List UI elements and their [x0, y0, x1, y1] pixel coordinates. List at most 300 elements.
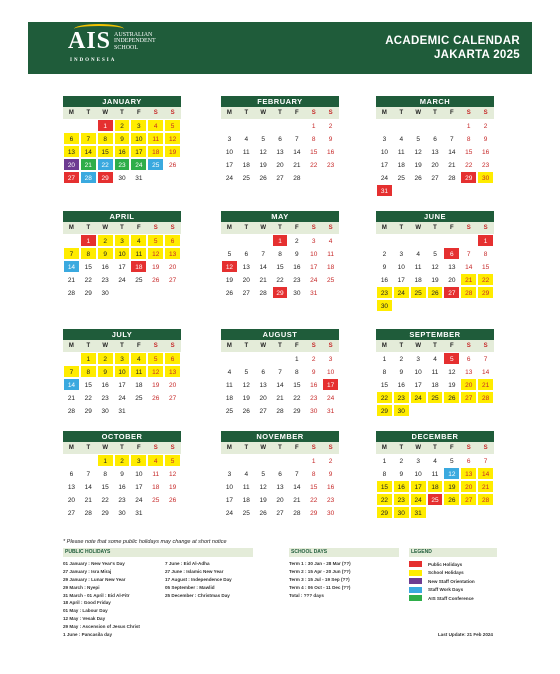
day-cell: 26	[443, 391, 460, 404]
weekday-header: S	[164, 442, 181, 454]
day-cell: 24	[376, 171, 393, 184]
day-cell: 19	[443, 378, 460, 391]
day-cell: 29	[97, 171, 114, 184]
weekday-header: T	[114, 340, 131, 352]
day-cell: 18	[130, 378, 147, 391]
day-cell: 26	[147, 273, 164, 286]
day-cell: 11	[238, 145, 255, 158]
public-holiday-item: 29 January : Lunar New Year	[63, 576, 126, 582]
day-cell: 26	[255, 171, 272, 184]
weekday-header: S	[460, 107, 477, 119]
day-cell: 17	[221, 158, 238, 171]
day-cell: 15	[97, 145, 114, 158]
weekday-header: S	[147, 222, 164, 234]
month-august	[221, 329, 339, 417]
weekday-header: T	[80, 107, 97, 119]
weekday-header: F	[288, 340, 305, 352]
empty-cell	[272, 119, 289, 132]
empty-cell	[255, 119, 272, 132]
weekday-header: S	[460, 340, 477, 352]
weekday-header: M	[221, 222, 238, 234]
public-holiday-item: 31 March - 01 April : Eid Al-Fitr	[63, 592, 130, 598]
public-holiday-item: 7 June : Eid Al-Adha	[165, 561, 210, 566]
day-cell: 28	[460, 286, 477, 299]
weekday-header: M	[221, 107, 238, 119]
day-cell: 28	[63, 286, 80, 299]
day-cell: 16	[288, 260, 305, 273]
day-cell: 20	[63, 158, 80, 171]
day-cell: 7	[477, 454, 494, 467]
day-cell: 3	[130, 119, 147, 132]
weekday-header: T	[427, 107, 444, 119]
day-cell: 29	[97, 506, 114, 519]
weekday-header: T	[393, 222, 410, 234]
day-cell: 31	[130, 171, 147, 184]
day-cell: 18	[238, 158, 255, 171]
public-holidays-section	[63, 548, 253, 639]
day-cell: 19	[255, 158, 272, 171]
day-cell: 14	[288, 480, 305, 493]
day-cell: 28	[477, 493, 494, 506]
day-cell: 22	[305, 493, 322, 506]
day-cell: 6	[460, 454, 477, 467]
day-cell: 21	[80, 493, 97, 506]
empty-cell	[376, 119, 393, 132]
day-cell: 4	[238, 467, 255, 480]
day-cell: 11	[410, 260, 427, 273]
day-cell: 17	[376, 158, 393, 171]
day-cell: 10	[410, 365, 427, 378]
day-cell: 10	[130, 467, 147, 480]
day-cell: 9	[322, 467, 339, 480]
month-april	[63, 211, 181, 299]
day-cell: 5	[147, 352, 164, 365]
month-december	[376, 431, 494, 519]
day-cell: 28	[63, 404, 80, 417]
day-cell: 11	[221, 378, 238, 391]
day-cell: 30	[114, 171, 131, 184]
day-cell: 24	[410, 493, 427, 506]
weekday-header: W	[255, 340, 272, 352]
day-cell: 24	[221, 506, 238, 519]
day-cell: 27	[164, 273, 181, 286]
day-cell: 21	[255, 273, 272, 286]
day-cell: 21	[460, 273, 477, 286]
month-grid	[221, 340, 339, 417]
day-cell: 24	[305, 273, 322, 286]
day-cell: 13	[255, 378, 272, 391]
month-title: JULY	[63, 329, 181, 340]
empty-cell	[443, 119, 460, 132]
weekday-header: T	[80, 340, 97, 352]
day-cell: 7	[288, 467, 305, 480]
day-cell: 18	[130, 260, 147, 273]
day-cell: 24	[114, 273, 131, 286]
day-cell: 5	[443, 352, 460, 365]
day-cell: 9	[477, 132, 494, 145]
empty-cell	[63, 119, 80, 132]
public-holiday-item: 29 March : Nyepi	[63, 584, 100, 590]
weekday-header: F	[130, 442, 147, 454]
day-cell: 27	[63, 171, 80, 184]
day-cell: 22	[97, 493, 114, 506]
weekday-header: T	[238, 442, 255, 454]
school-days-list	[289, 560, 399, 599]
weekday-header: S	[164, 340, 181, 352]
public-holiday-item: 27 January : Isra Miraj	[63, 568, 112, 574]
day-cell: 19	[410, 158, 427, 171]
day-cell: 15	[305, 480, 322, 493]
day-cell: 19	[443, 480, 460, 493]
day-cell: 23	[376, 286, 393, 299]
day-cell: 14	[477, 365, 494, 378]
day-cell: 12	[221, 260, 238, 273]
month-title: SEPTEMBER	[376, 329, 494, 340]
legend-label: Staff Work Days	[428, 587, 464, 593]
day-cell: 10	[305, 247, 322, 260]
day-cell: 29	[376, 404, 393, 417]
legend-label: New Staff Orientation	[428, 578, 475, 584]
day-cell: 27	[255, 404, 272, 417]
day-cell: 9	[393, 365, 410, 378]
day-cell: 14	[80, 145, 97, 158]
day-cell: 23	[322, 158, 339, 171]
month-grid	[376, 340, 494, 417]
public-holidays-col-2	[165, 560, 232, 639]
month-grid	[221, 107, 339, 184]
public-holiday-item: 29 May : Ascension of Jesus Christ	[63, 624, 140, 630]
day-cell: 10	[114, 365, 131, 378]
weekday-header: T	[393, 107, 410, 119]
weekday-header: M	[376, 442, 393, 454]
day-cell: 3	[322, 352, 339, 365]
last-update: Last Update: 21 Feb 2024	[437, 632, 493, 637]
day-cell: 12	[147, 247, 164, 260]
day-cell: 29	[376, 506, 393, 519]
month-title: JUNE	[376, 211, 494, 222]
day-cell: 25	[130, 273, 147, 286]
day-cell: 7	[80, 132, 97, 145]
day-cell: 1	[97, 454, 114, 467]
empty-cell	[63, 234, 80, 247]
month-september	[376, 329, 494, 417]
day-cell: 16	[305, 378, 322, 391]
legend-swatch	[409, 587, 422, 593]
day-cell: 27	[164, 391, 181, 404]
day-cell: 23	[114, 158, 131, 171]
day-cell: 1	[97, 119, 114, 132]
day-cell: 21	[288, 493, 305, 506]
month-november	[221, 431, 339, 519]
day-cell: 15	[80, 378, 97, 391]
day-cell: 26	[221, 286, 238, 299]
day-cell: 21	[443, 158, 460, 171]
day-cell: 28	[288, 171, 305, 184]
day-cell: 8	[305, 467, 322, 480]
day-cell: 2	[477, 119, 494, 132]
day-cell: 12	[238, 378, 255, 391]
calendar-header	[28, 22, 532, 74]
day-cell: 24	[114, 391, 131, 404]
day-cell: 9	[376, 260, 393, 273]
empty-cell	[238, 234, 255, 247]
day-cell: 11	[427, 467, 444, 480]
empty-cell	[255, 234, 272, 247]
day-cell: 21	[477, 480, 494, 493]
day-cell: 2	[288, 234, 305, 247]
day-cell: 25	[130, 391, 147, 404]
empty-cell	[238, 352, 255, 365]
day-cell: 4	[322, 234, 339, 247]
weekday-header: W	[255, 442, 272, 454]
public-holiday-item: 01 May : Labour Day	[63, 608, 108, 614]
empty-cell	[410, 234, 427, 247]
day-cell: 24	[410, 391, 427, 404]
weekday-header: W	[97, 340, 114, 352]
day-cell: 19	[164, 480, 181, 493]
weekday-header: M	[376, 222, 393, 234]
day-cell: 1	[460, 119, 477, 132]
day-cell: 6	[63, 467, 80, 480]
day-cell: 25	[238, 171, 255, 184]
day-cell: 15	[376, 378, 393, 391]
empty-cell	[427, 234, 444, 247]
day-cell: 27	[460, 493, 477, 506]
day-cell: 10	[410, 467, 427, 480]
day-cell: 8	[477, 247, 494, 260]
day-cell: 7	[255, 247, 272, 260]
school-days-section	[289, 548, 399, 599]
weekday-header: T	[427, 340, 444, 352]
day-cell: 3	[221, 467, 238, 480]
day-cell: 5	[427, 247, 444, 260]
day-cell: 26	[164, 158, 181, 171]
day-cell: 8	[288, 365, 305, 378]
weekday-header: T	[238, 107, 255, 119]
day-cell: 9	[288, 247, 305, 260]
day-cell: 15	[288, 378, 305, 391]
day-cell: 6	[164, 352, 181, 365]
day-cell: 1	[80, 234, 97, 247]
day-cell: 13	[443, 260, 460, 273]
legend-swatch	[409, 595, 422, 601]
weekday-header: W	[97, 107, 114, 119]
day-cell: 22	[460, 158, 477, 171]
day-cell: 16	[393, 480, 410, 493]
public-holiday-item: 05 September : Mawlid	[165, 584, 215, 590]
ais-logo	[68, 28, 156, 63]
day-cell: 19	[221, 273, 238, 286]
weekday-header: T	[427, 222, 444, 234]
weekday-header: S	[477, 222, 494, 234]
day-cell: 13	[63, 145, 80, 158]
day-cell: 31	[130, 506, 147, 519]
day-cell: 13	[238, 260, 255, 273]
day-cell: 28	[477, 391, 494, 404]
day-cell: 8	[305, 132, 322, 145]
day-cell: 20	[272, 493, 289, 506]
day-cell: 18	[147, 145, 164, 158]
day-cell: 22	[477, 273, 494, 286]
day-cell: 7	[477, 352, 494, 365]
legend-item	[409, 586, 497, 595]
day-cell: 5	[164, 119, 181, 132]
day-cell: 15	[80, 260, 97, 273]
weekday-header: F	[443, 107, 460, 119]
month-title: OCTOBER	[63, 431, 181, 442]
day-cell: 12	[427, 260, 444, 273]
public-holiday-item: 1 June : Pancasila day	[63, 632, 113, 638]
day-cell: 19	[427, 273, 444, 286]
day-cell: 20	[164, 378, 181, 391]
empty-cell	[238, 454, 255, 467]
day-cell: 16	[376, 273, 393, 286]
day-cell: 27	[427, 171, 444, 184]
day-cell: 8	[80, 365, 97, 378]
day-cell: 20	[272, 158, 289, 171]
weekday-header: S	[322, 222, 339, 234]
day-cell: 6	[443, 247, 460, 260]
day-cell: 6	[272, 132, 289, 145]
day-cell: 17	[322, 378, 339, 391]
day-cell: 5	[238, 365, 255, 378]
weekday-header: T	[114, 222, 131, 234]
month-grid	[63, 107, 181, 184]
day-cell: 23	[393, 493, 410, 506]
day-cell: 30	[288, 286, 305, 299]
day-cell: 8	[97, 132, 114, 145]
day-cell: 3	[393, 247, 410, 260]
month-title: MAY	[221, 211, 339, 222]
logo-mark: AIS	[68, 28, 112, 54]
day-cell: 9	[114, 467, 131, 480]
month-grid	[63, 442, 181, 519]
empty-cell	[63, 454, 80, 467]
day-cell: 5	[164, 454, 181, 467]
day-cell: 16	[477, 145, 494, 158]
weekday-header: W	[410, 442, 427, 454]
day-cell: 29	[80, 404, 97, 417]
day-cell: 3	[305, 234, 322, 247]
day-cell: 13	[460, 365, 477, 378]
day-cell: 17	[305, 260, 322, 273]
month-title: MARCH	[376, 96, 494, 107]
day-cell: 29	[80, 286, 97, 299]
month-grid	[376, 442, 494, 519]
day-cell: 18	[410, 273, 427, 286]
day-cell: 30	[305, 404, 322, 417]
day-cell: 9	[305, 365, 322, 378]
day-cell: 25	[238, 506, 255, 519]
day-cell: 21	[477, 378, 494, 391]
day-cell: 20	[460, 480, 477, 493]
school-term-item: Term 1 : 30 Jan - 28 Mar (??)	[289, 561, 351, 566]
logo-sub: INDONESIA	[70, 58, 117, 63]
day-cell: 19	[164, 145, 181, 158]
day-cell: 5	[410, 132, 427, 145]
school-term-item: Total : ??? days	[289, 592, 324, 598]
day-cell: 29	[288, 404, 305, 417]
day-cell: 15	[97, 480, 114, 493]
public-holidays-heading: PUBLIC HOLIDAYS	[63, 548, 253, 557]
day-cell: 12	[255, 480, 272, 493]
day-cell: 23	[97, 391, 114, 404]
school-term-item: Term 2 : 15 Apr - 20 Jun (??)	[289, 568, 351, 574]
weekday-header: W	[255, 222, 272, 234]
weekday-header: S	[305, 222, 322, 234]
day-cell: 22	[97, 158, 114, 171]
weekday-header: T	[272, 442, 289, 454]
day-cell: 20	[460, 378, 477, 391]
day-cell: 18	[147, 480, 164, 493]
day-cell: 25	[221, 404, 238, 417]
day-cell: 22	[305, 158, 322, 171]
weekday-header: T	[272, 340, 289, 352]
day-cell: 17	[221, 493, 238, 506]
day-cell: 16	[322, 145, 339, 158]
weekday-header: T	[238, 222, 255, 234]
weekday-header: M	[63, 107, 80, 119]
day-cell: 16	[97, 260, 114, 273]
day-cell: 5	[255, 467, 272, 480]
day-cell: 2	[322, 119, 339, 132]
day-cell: 23	[97, 273, 114, 286]
day-cell: 7	[63, 365, 80, 378]
day-cell: 23	[288, 273, 305, 286]
day-cell: 9	[97, 365, 114, 378]
day-cell: 17	[410, 378, 427, 391]
day-cell: 29	[272, 286, 289, 299]
empty-cell	[376, 234, 393, 247]
day-cell: 22	[376, 391, 393, 404]
day-cell: 10	[322, 365, 339, 378]
day-cell: 26	[164, 493, 181, 506]
day-cell: 1	[376, 454, 393, 467]
day-cell: 15	[477, 260, 494, 273]
day-cell: 19	[238, 391, 255, 404]
day-cell: 2	[97, 234, 114, 247]
day-cell: 28	[288, 506, 305, 519]
month-title: NOVEMBER	[221, 431, 339, 442]
legend-list	[409, 560, 497, 603]
day-cell: 11	[147, 132, 164, 145]
weekday-header: M	[221, 442, 238, 454]
day-cell: 15	[305, 145, 322, 158]
day-cell: 14	[80, 480, 97, 493]
day-cell: 30	[376, 299, 393, 312]
day-cell: 23	[322, 493, 339, 506]
legend-section	[409, 548, 497, 603]
day-cell: 20	[63, 493, 80, 506]
month-grid	[376, 222, 494, 312]
weekday-header: S	[147, 340, 164, 352]
weekday-header: S	[164, 222, 181, 234]
day-cell: 9	[322, 132, 339, 145]
day-cell: 11	[427, 365, 444, 378]
weekday-header: W	[97, 442, 114, 454]
day-cell: 20	[238, 273, 255, 286]
weekday-header: S	[305, 340, 322, 352]
day-cell: 4	[238, 132, 255, 145]
day-cell: 24	[221, 171, 238, 184]
day-cell: 6	[427, 132, 444, 145]
weekday-header: S	[322, 340, 339, 352]
month-grid	[63, 222, 181, 299]
day-cell: 25	[147, 493, 164, 506]
public-holiday-item: 18 April : Good Friday	[63, 600, 111, 606]
day-cell: 14	[63, 260, 80, 273]
weekday-header: F	[443, 340, 460, 352]
